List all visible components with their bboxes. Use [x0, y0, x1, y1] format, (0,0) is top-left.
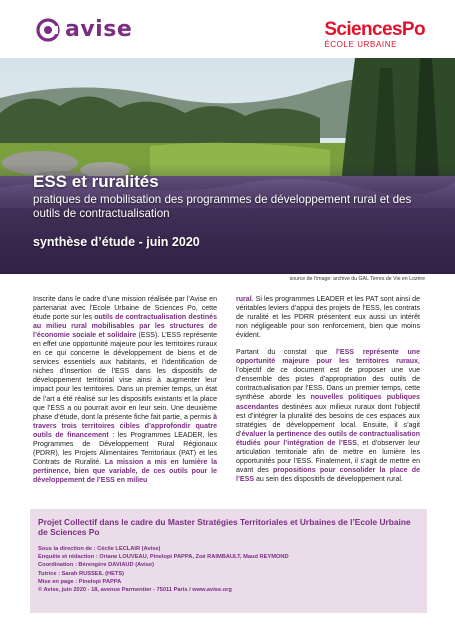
body-column-right	[236, 295, 420, 492]
body-text: (ESS). L’ESS représente en effet une opportunité majeure pour les territoires ruraux en ce qui concerne le développement de biens et de services essentiels aux habitants, et l’identification de niches d’insertion de l’ESS dans les dispositifs de développement territorial vise ainsi à augmenter leur impact pour les territoires. Dans un premier temps, un état de l’art a été réalisé sur les dispositifs existants et la place que l’ESS a ou pourrait avoir en leur sein. Une deuxième phase d’étude, dont la présente fiche fait partie, a permis	[33, 332, 217, 421]
body-text: , et d’observer leur articulation territoriale afin de mettre en lumière les opportunités pour l’ESS. Finalement, il s’agit de mettre en avant des	[236, 439, 420, 474]
avise-logo	[36, 18, 132, 42]
avise-logo-text: avise	[65, 17, 133, 42]
body-text: Partant du constat que	[236, 349, 336, 357]
body-paragraph	[33, 295, 217, 485]
body-text: au sein des dispositifs de développement rural.	[254, 475, 403, 483]
highlighted-text: évaluer la pertinence des outils de contractualisation étudiés pour l’intégration de l’ESS	[236, 430, 420, 447]
body-text: Inscrite dans le cadre d’une mission réalisée par l’Avise en partenariat avec l’Ecole Urbaine de Sciences Po, cette étude porte sur les	[33, 296, 217, 322]
hero-synthese: synthèse d’étude - juin 2020	[33, 235, 200, 249]
credits-line: Mise en page : Pinelopi PAPPA	[38, 579, 122, 585]
body-text: : les Programmes LEADER, les Programmes de Développement Rural Régionaux (PDRR), les Projets Alimentaires Territoriaux (PAT) et les Contrats de Ruralité.	[33, 431, 217, 466]
credits-line: Tutrice : Sarah RUSSEIL (HETS)	[38, 570, 125, 577]
highlighted-text: l’ESS représente une opportunité majeure pour les territoires ruraux	[236, 349, 420, 366]
sciencespo-logo	[324, 20, 425, 49]
credits-title: Projet Collectif dans le cadre du Master Stratégies Territoriales et Urbaines de l’Ecole Urbaine de Sciences Po	[38, 517, 411, 538]
body-text: destinées aux milieux ruraux dont l’objectif est d’intégrer la pluralité des besoins de ces espaces aux stratégies de développement local. Ensuite, il s’agit d’	[236, 403, 420, 438]
sciencespo-logo-text: SciencesPo	[324, 19, 425, 40]
image-credit: source de l’image: archive du GAL Terres de Vie en Lozère	[289, 276, 425, 282]
highlighted-text: La mission a mis en lumière la pertinence, bien que variable, de ces outils pour le développement de l’ESS en milieu	[33, 458, 217, 484]
hero-subtitle: pratiques de mobilisation des programmes de développement rural et des outils de contractualisation	[33, 193, 412, 220]
hero-title: ESS et ruralités	[33, 172, 159, 191]
credits-box	[30, 509, 427, 613]
credits-line: © Avise, juin 2020 - 18, avenue Parmentier - 75011 Paris / www.avise.org	[38, 587, 232, 594]
body-paragraph	[236, 295, 420, 340]
highlighted-text: nouvelles politiques publiques ascendantes	[236, 394, 420, 411]
highlighted-text: à travers trois territoires cibles d’approfondir quatre outils de financement	[33, 413, 217, 439]
avise-logo-icon	[36, 18, 60, 42]
highlighted-text: propositions pour consolider la place de l’ESS	[236, 466, 420, 483]
highlighted-text: rural	[236, 296, 252, 303]
body-column-left	[33, 295, 217, 493]
sciencespo-logo-subtitle: ÉCOLE URBAINE	[324, 40, 398, 49]
credits-line: Enquête et rédaction : Oriane LOUVEAU, Pinelopi PAPPA, Zoé RAIMBAULT, Maud REYMOND	[38, 554, 289, 561]
credits-line: Sous la direction de : Cécile LECLAIR (Avise)	[38, 545, 161, 552]
body-text: , l’objectif de ce document est de proposer une vue d’ensemble des pistes d’appropriation des outils de contractualisation par l’ESS. Dans un premier temps, cette synthèse aborde les	[236, 358, 420, 402]
credits-line: Coordination : Bérengère DAVIAUD (Avise)	[38, 562, 154, 569]
body-paragraph	[236, 348, 420, 484]
body-text: . Si les programmes LEADER et les PAT sont ainsi de véritables leviers d’appui des projets de l’ESS, les contrats de ruralité et les PDRR présentent eux aussi un intérêt non négligeable pour son renforcement, bien que moins évident.	[236, 296, 420, 340]
highlighted-text: outils de contractualisation destinés au milieu rural mobilisables par les structures de l’économie sociale et solidaire	[33, 314, 218, 340]
